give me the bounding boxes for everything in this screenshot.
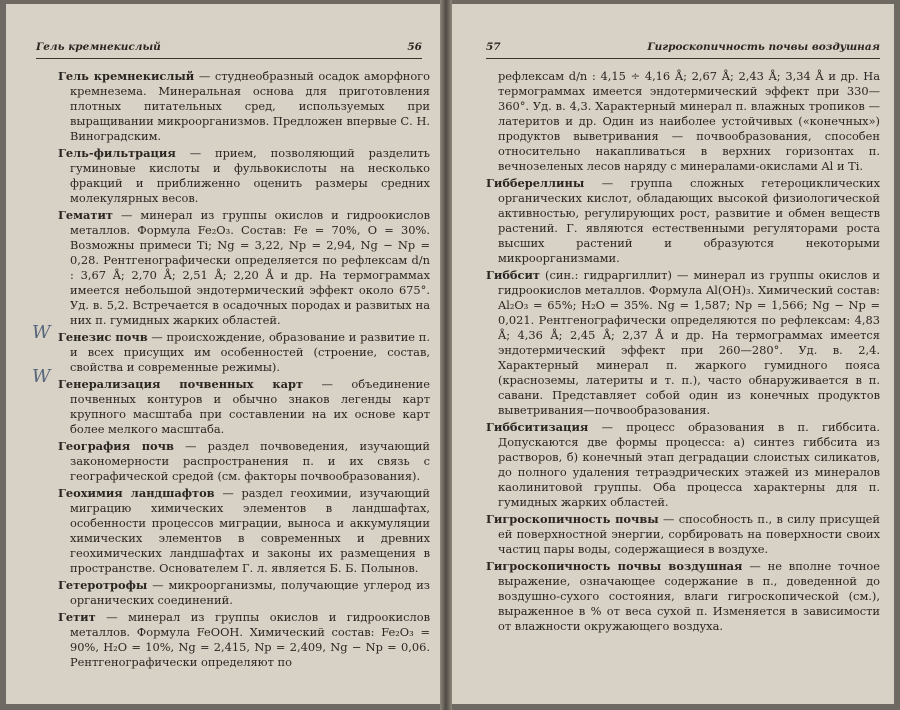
right-page (452, 4, 894, 704)
dictionary-entry: Гематит — минерал из группы окислов и гидроокислов металлов. Формула Fe₂O₃. Состав: Fe = 70%, O = 30%. Возможны примеси Ti; Ng = 3,22, Np = 2,94, Ng − Np = 0,28. Рентгенографически определяется по рефлексам d/n : 3,67 Å; 2,70 Å; 2,51 Å; 2,20 Å и др. На термограммах имеется небольшой эндотермический эффект около 675°. Уд. в. 5,2. Встречается в осадочных породах и развитых на них п. гумидных жарких областей. (58, 208, 430, 327)
right-header-title: Гигроскопичность почвы воздушная (647, 41, 880, 53)
right-page-number: 57 (486, 41, 501, 53)
dictionary-entry: Геохимия ландшафтов — раздел геохимии, изучающий миграцию химических элементов в ландшафтах, особенности процессов миграции, выноса и аккумуляции химических элементов в современных и древних геохимических ландшафтах и законы их размещения в пространстве. Основателем Г. л. является Б. Б. Полынов. (58, 486, 430, 575)
book-gutter (440, 0, 452, 710)
dictionary-entry: Гиббситизация — процесс образования в п. гиббсита. Допускаются две формы процесса: а) синтез гиббсита из растворов, б) конечный этап деградации слоистых силикатов, до полного удаления тетраэдрических этажей из минералов каолинитовой группы. Оба процесса характерны для п. гумидных жарких областей. (486, 420, 880, 509)
left-entries (58, 69, 430, 670)
dictionary-entry: География почв — раздел почвоведения, изучающий закономерности распространения п. и их связь с географической средой (см. факторы почвообразования). (58, 439, 431, 483)
dictionary-entry: Гетеротрофы — микроорганизмы, получающие углерод из органических соединений. (58, 578, 430, 607)
dictionary-entry: Гигроскопичность почвы воздушная — не вполне точное выражение, означающее содержание в п., доведенной до воздушно-сухого состояния, влаги гигроскопической (см.), выраженное в % от веса сухой п. Изменяется в зависимости от влажности окружающего воздуха. (486, 559, 880, 633)
entry-continuation: рефлексам d/n : 4,15 ÷ 4,16 Å; 2,67 Å; 2,43 Å; 3,34 Å и др. На термограммах имеется эндотермический эффект при 330—360°. Уд. в. 4,3. Характерный минерал п. влажных тропиков — латеритов и др. Один из наиболее устойчивых («конечных») продуктов выветривания — почвообразования, способен относительно накапливаться в верхних горизонтах п. вечнозеленых лесов наряду с минералами-окислами Al и Ti. (498, 69, 880, 173)
dictionary-entry: Генезис почв — происхождение, образование и развитие п. и всех присущих им особенностей (строение, состав, свойства и современные режимы). (58, 330, 430, 374)
left-page-number: 56 (407, 41, 422, 53)
dictionary-entry: Гель кремнекислый — студнеобразный осадок аморфного кремнезема. Минеральная основа для приготовления плотных питательных сред, используемых при выращивании микроорганизмов. Предложен впервые С. Н. Виноградским. (58, 69, 431, 143)
handwritten-margin-mark: W (32, 366, 51, 387)
left-running-header (36, 38, 422, 59)
dictionary-entry: Гиббсит (син.: гидраргиллит) — минерал из группы окислов и гидроокислов металлов. Формула Al(OH)₃. Химический состав: Al₂O₃ = 65%; H₂O = 35%. Ng = 1,587; Np = 1,566; Ng − Np = 0,021. Рентгенографически определяются по рефлексам: 4,83 Å; 4,36 Å; 2,45 Å; 2,37 Å и др. На термограммах имеется эндотермический эффект при 260—280°. Уд. в. 2,4. Характерный минерал п. жаркого гумидного пояса (красноземы, латериты и т. п.), часто обнаруживается в п. савани. Представляет собой один из конечных продуктов выветривания—почвообразования. (486, 268, 880, 417)
right-entries (486, 69, 880, 634)
right-running-header (486, 38, 880, 59)
handwritten-margin-mark: W (32, 322, 51, 343)
left-page (6, 4, 440, 704)
dictionary-entry: Генерализация почвенных карт — объединение почвенных контуров и обычно знаков легенды карт крупного масштаба при составлении на их основе карт более мелкого масштаба. (58, 377, 430, 436)
dictionary-entry: Гель-фильтрация — прием, позволяющий разделить гуминовые кислоты и фульвокислоты на несколько фракций и приближенно оценить размеры средних молекулярных весов. (58, 146, 430, 205)
dictionary-entry: Гиббереллины — группа сложных гетероциклических органических кислот, обладающих высокой физиологической активностью, регулирующих рост, развитие и обмен веществ растений. Г. являются естественными регуляторами роста высших растений и образуются некоторыми микроорганизмами. (486, 176, 880, 265)
left-header-title: Гель кремнекислый (36, 41, 161, 53)
dictionary-entry: Гигроскопичность почвы — способность п., в силу присущей ей поверхностной энергии, сорбировать на поверхности своих частиц пары воды, содержащиеся в воздухе. (486, 512, 880, 556)
dictionary-entry: Гетит — минерал из группы окислов и гидроокислов металлов. Формула FeOOH. Химический состав: Fe₂O₃ = 90%, H₂O = 10%, Ng = 2,415, Np = 2,409, Ng − Np = 0,06. Рентгенографически определяют по (58, 610, 430, 669)
